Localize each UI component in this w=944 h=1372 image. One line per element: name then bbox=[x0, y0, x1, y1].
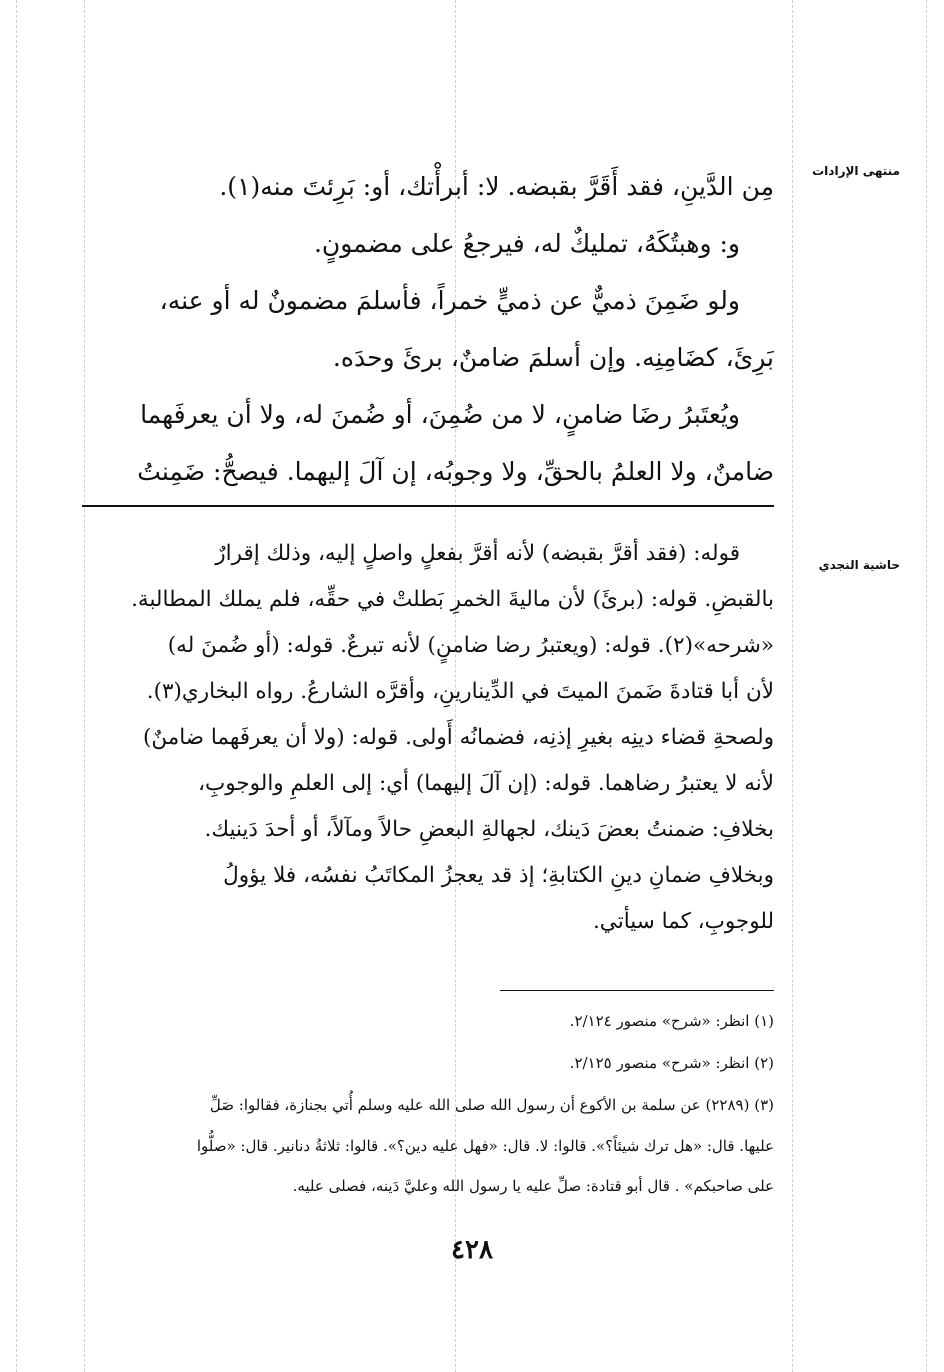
commentary-line: بالقبضِ. قوله: (برئَ) لأن ماليةَ الخمرِ بَطلتْ في حقِّه، فلم يملك المطالبة. bbox=[131, 587, 774, 612]
footnote-line: على صاحبكم» . قال أبو قتادة: صلِّ عليه يا رسول الله وعليَّ دَينه، فصلى عليه. bbox=[292, 1177, 774, 1195]
main-text-line: ضامنٌ، ولا العلمُ بالحقِّ، ولا وجوبُه، إن آلَ إليهما. فيصحُّ: ضَمِنتُ bbox=[137, 457, 774, 486]
commentary-text bbox=[82, 531, 774, 945]
side-label-main: منتهى الإرادات bbox=[812, 164, 900, 178]
main-text-line: بَرِئَ، كضَامِنِه. وإن أسلمَ ضامنٌ، برئَ وحدَه. bbox=[332, 343, 774, 372]
main-text-line: ولو ضَمِنَ ذميٌّ عن ذميٍّ خمراً، فأسلمَ مضمونٌ له أو عنه، bbox=[159, 286, 740, 315]
footnotes bbox=[82, 1000, 774, 1206]
scan-guide-line bbox=[792, 0, 793, 1372]
main-text-line: مِن الدَّينِ، فقد أَقَرَّ بقبضه. لا: أبرأْتك، أو: بَرِئتَ منه(١). bbox=[219, 172, 774, 201]
footnote-line: (٣) (٢٢٨٩) عن سلمة بن الأكوع أن رسول الله صلى الله عليه وسلم أُتي بجنازة، فقالوا: صَلِّ bbox=[209, 1096, 774, 1114]
main-text-line: ويُعتَبرُ رضَا ضامنٍ، لا من ضُمِنَ، أو ضُمنَ له، ولا أن يعرفَهما bbox=[140, 400, 740, 429]
commentary-line: لأن أبا قتادةَ ضَمنَ الميتَ في الدِّينارينِ، وأقرَّه الشارعُ. رواه البخاري(٣). bbox=[146, 679, 774, 704]
commentary-line: قوله: (فقد أقرَّ بقبضه) لأنه أقرَّ بفعلٍ واصلٍ إليه، وذلك إقرارٌ bbox=[215, 541, 740, 566]
page-number: ٤٢٨ bbox=[451, 1235, 493, 1265]
scan-guide-line bbox=[16, 0, 17, 1372]
section-divider bbox=[82, 505, 774, 507]
commentary-line: وبخلافِ ضمانِ دينِ الكتابةِ؛ إذ قد يعجزُ المكاتَبُ نفسُه، فلا يؤولُ bbox=[223, 863, 774, 888]
commentary-line: «شرحه»(٢). قوله: (ويعتبرُ رضا ضامنٍ) لأنه تبرعٌ. قوله: (أو ضُمنَ له) bbox=[167, 633, 774, 658]
commentary-line: للوجوبِ، كما سيأتي. bbox=[592, 909, 774, 934]
main-text-line: و: وهبتُكَهُ، تمليكٌ له، فيرجعُ على مضمونٍ. bbox=[313, 229, 740, 258]
footnote-divider bbox=[500, 990, 774, 991]
footnote-line: (٢) انظر: «شرح» منصور ٢/١٢٥. bbox=[569, 1054, 774, 1072]
main-text bbox=[82, 158, 774, 500]
footnote-line: (١) انظر: «شرح» منصور ٢/١٢٤. bbox=[569, 1012, 774, 1030]
commentary-line: لأنه لا يعتبرُ رضاهما. قوله: (إن آلَ إليهما) أي: إلى العلمِ والوجوبِ، bbox=[198, 771, 774, 796]
commentary-line: ولصحةِ قضاء دينِه بغيرِ إذنِه، فضمانُه أَولى. قوله: (ولا أن يعرفَهما ضامنٌ) bbox=[142, 725, 774, 750]
footnote-line: عليها. قال: «هل ترك شيئاً؟». قالوا: لا. قال: «فهل عليه دين؟». قالوا: ثلاثةُ دنانير. قال: «صلُّوا bbox=[196, 1137, 774, 1155]
side-label-commentary: حاشية النجدي bbox=[818, 558, 900, 572]
commentary-line: بخلافِ: ضمنتُ بعضَ دَينك، لجهالةِ البعضِ حالاً ومآلاً، أو أحدَ دَينيك. bbox=[204, 817, 774, 842]
scan-guide-line bbox=[926, 0, 927, 1372]
